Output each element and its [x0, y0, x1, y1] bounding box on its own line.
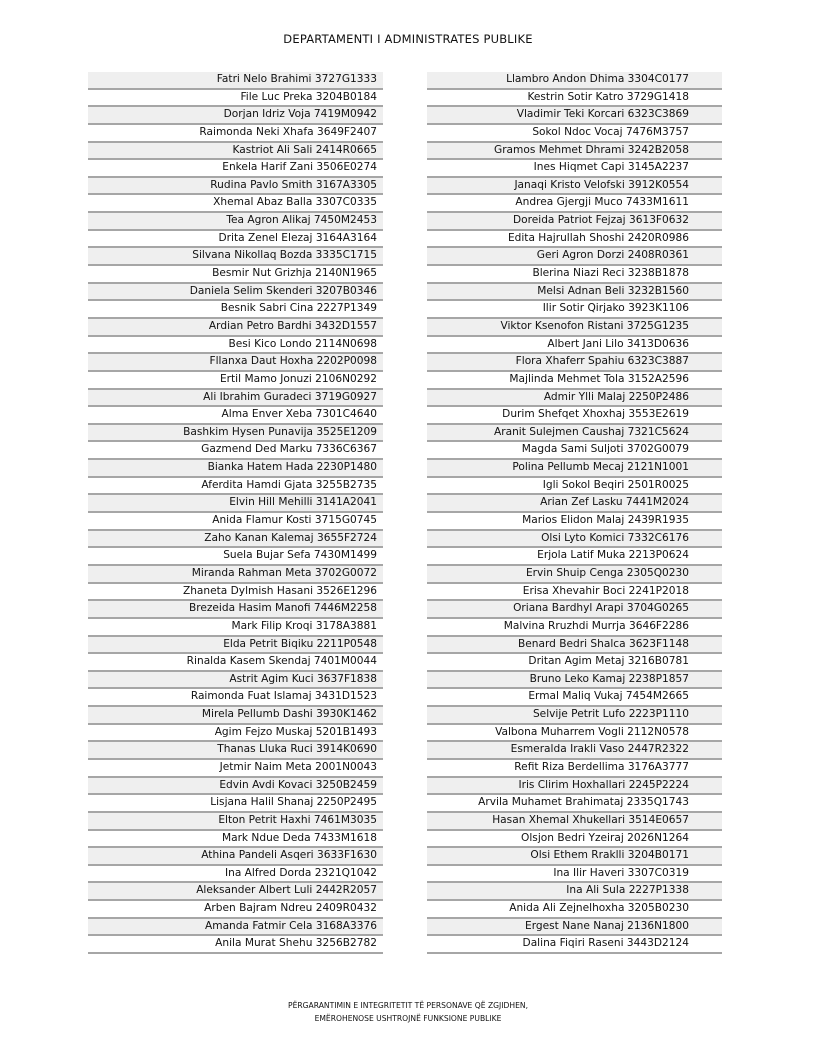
list-row: Agim Fejzo Muskaj 5201B1493 — [88, 725, 383, 743]
list-row: Blerina Niazi Reci 3238B1878 — [427, 266, 722, 284]
list-row: Thanas Lluka Ruci 3914K0690 — [88, 742, 383, 760]
list-row: Raimonda Neki Xhafa 3649F2407 — [88, 125, 383, 143]
list-row: Polina Pellumb Mecaj 2121N1001 — [427, 460, 722, 478]
list-row: Elvin Hill Mehilli 3141A2041 — [88, 495, 383, 513]
left-name-list — [88, 72, 383, 954]
list-row: Ilir Sotir Qirjako 3923K1106 — [427, 301, 722, 319]
list-row: Dalina Fiqiri Raseni 3443D2124 — [427, 936, 722, 954]
list-row: Brezeida Hasim Manofi 7446M2258 — [88, 601, 383, 619]
list-row: Besnik Sabri Cina 2227P1349 — [88, 301, 383, 319]
list-row: Janaqi Kristo Velofski 3912K0554 — [427, 178, 722, 196]
list-row: Besmir Nut Grizhja 2140N1965 — [88, 266, 383, 284]
list-row: Benard Bedri Shalca 3623F1148 — [427, 637, 722, 655]
list-row: Ali Ibrahim Guradeci 3719G0927 — [88, 390, 383, 408]
list-row: Alma Enver Xeba 7301C4640 — [88, 407, 383, 425]
list-row: Elda Petrit Biqiku 2211P0548 — [88, 637, 383, 655]
list-row: Edvin Avdi Kovaci 3250B2459 — [88, 778, 383, 796]
list-row: Suela Bujar Sefa 7430M1499 — [88, 548, 383, 566]
list-row: Olsjon Bedri Yzeiraj 2026N1264 — [427, 831, 722, 849]
list-row: Ines Hiqmet Capi 3145A2237 — [427, 160, 722, 178]
right-name-list — [427, 72, 722, 954]
list-row: Andrea Gjergji Muco 7433M1611 — [427, 195, 722, 213]
list-row: Kastriot Ali Sali 2414R0665 — [88, 143, 383, 161]
list-row: Viktor Ksenofon Ristani 3725G1235 — [427, 319, 722, 337]
list-row: Fllanxa Daut Hoxha 2202P0098 — [88, 354, 383, 372]
list-row: Melsi Adnan Beli 3232B1560 — [427, 284, 722, 302]
list-row: Miranda Rahman Meta 3702G0072 — [88, 566, 383, 584]
list-row: Arben Bajram Ndreu 2409R0432 — [88, 901, 383, 919]
list-row: Olsi Lyto Komici 7332C6176 — [427, 531, 722, 549]
list-row: Bruno Leko Kamaj 2238P1857 — [427, 672, 722, 690]
list-row: Admir Ylli Malaj 2250P2486 — [427, 390, 722, 408]
list-row: Ervin Shuip Cenga 2305Q0230 — [427, 566, 722, 584]
list-row: Bashkim Hysen Punavija 3525E1209 — [88, 425, 383, 443]
list-row: Enkela Harif Zani 3506E0274 — [88, 160, 383, 178]
list-row: Mark Ndue Deda 7433M1618 — [88, 831, 383, 849]
list-row: Ardian Petro Bardhi 3432D1557 — [88, 319, 383, 337]
page-title: DEPARTAMENTI I ADMINISTRATES PUBLIKE — [283, 32, 533, 46]
list-row: Ergest Nane Nanaj 2136N1800 — [427, 919, 722, 937]
list-row: Olsi Ethem Rraklli 3204B0171 — [427, 848, 722, 866]
list-row: Magda Sami Suljoti 3702G0079 — [427, 442, 722, 460]
list-row: Silvana Nikollaq Bozda 3335C1715 — [88, 248, 383, 266]
list-row: Doreida Patriot Fejzaj 3613F0632 — [427, 213, 722, 231]
list-row: Anila Murat Shehu 3256B2782 — [88, 936, 383, 954]
list-row: Arvila Muhamet Brahimataj 2335Q1743 — [427, 795, 722, 813]
list-row: File Luc Preka 3204B0184 — [88, 90, 383, 108]
list-row: Erisa Xhevahir Boci 2241P2018 — [427, 584, 722, 602]
list-row: Albert Jani Lilo 3413D0636 — [427, 337, 722, 355]
list-row: Aleksander Albert Luli 2442R2057 — [88, 883, 383, 901]
list-row: Raimonda Fuat Islamaj 3431D1523 — [88, 689, 383, 707]
list-row: Llambro Andon Dhima 3304C0177 — [427, 72, 722, 90]
list-row: Rinalda Kasem Skendaj 7401M0044 — [88, 654, 383, 672]
list-row: Edita Hajrullah Shoshi 2420R0986 — [427, 231, 722, 249]
list-row: Bianka Hatem Hada 2230P1480 — [88, 460, 383, 478]
footer-line-1: PËRGARANTIMIN E INTEGRITETIT TË PERSONAVE QË ZGJIDHEN, — [288, 1001, 528, 1010]
list-row: Valbona Muharrem Vogli 2112N0578 — [427, 725, 722, 743]
list-row: Zhaneta Dylmish Hasani 3526E1296 — [88, 584, 383, 602]
list-row: Anida Flamur Kosti 3715G0745 — [88, 513, 383, 531]
list-row: Refit Riza Berdellima 3176A3777 — [427, 760, 722, 778]
list-row: Daniela Selim Skenderi 3207B0346 — [88, 284, 383, 302]
list-row: Selvije Petrit Lufo 2223P1110 — [427, 707, 722, 725]
list-row: Rudina Pavlo Smith 3167A3305 — [88, 178, 383, 196]
footer-line-2: EMËROHENOSE USHTROJNË FUNKSIONE PUBLIKE — [314, 1014, 502, 1023]
list-row: Aferdita Hamdi Gjata 3255B2735 — [88, 478, 383, 496]
list-row: Hasan Xhemal Xhukellari 3514E0657 — [427, 813, 722, 831]
list-row: Flora Xhaferr Spahiu 6323C3887 — [427, 354, 722, 372]
footer — [0, 999, 816, 1025]
list-row: Iris Clirim Hoxhallari 2245P2224 — [427, 778, 722, 796]
list-row: Zaho Kanan Kalemaj 3655F2724 — [88, 531, 383, 549]
list-row: Besi Kico Londo 2114N0698 — [88, 337, 383, 355]
list-row: Mirela Pellumb Dashi 3930K1462 — [88, 707, 383, 725]
list-row: Arian Zef Lasku 7441M2024 — [427, 495, 722, 513]
list-row: Erjola Latif Muka 2213P0624 — [427, 548, 722, 566]
list-row: Jetmir Naim Meta 2001N0043 — [88, 760, 383, 778]
list-row: Ertil Mamo Jonuzi 2106N0292 — [88, 372, 383, 390]
list-row: Dritan Agim Metaj 3216B0781 — [427, 654, 722, 672]
list-row: Elton Petrit Haxhi 7461M3035 — [88, 813, 383, 831]
list-row: Aranit Sulejmen Caushaj 7321C5624 — [427, 425, 722, 443]
list-row: Amanda Fatmir Cela 3168A3376 — [88, 919, 383, 937]
list-row: Marios Elidon Malaj 2439R1935 — [427, 513, 722, 531]
list-row: Durim Shefqet Xhoxhaj 3553E2619 — [427, 407, 722, 425]
list-row: Anida Ali Zejnelhoxha 3205B0230 — [427, 901, 722, 919]
list-row: Athina Pandeli Asqeri 3633F1630 — [88, 848, 383, 866]
list-row: Drita Zenel Elezaj 3164A3164 — [88, 231, 383, 249]
list-row: Ina Alfred Dorda 2321Q1042 — [88, 866, 383, 884]
list-row: Igli Sokol Beqiri 2501R0025 — [427, 478, 722, 496]
list-row: Vladimir Teki Korcari 6323C3869 — [427, 107, 722, 125]
list-row: Kestrin Sotir Katro 3729G1418 — [427, 90, 722, 108]
list-row: Tea Agron Alikaj 7450M2453 — [88, 213, 383, 231]
list-row: Dorjan Idriz Voja 7419M0942 — [88, 107, 383, 125]
list-row: Majlinda Mehmet Tola 3152A2596 — [427, 372, 722, 390]
list-row: Ina Ali Sula 2227P1338 — [427, 883, 722, 901]
list-row: Oriana Bardhyl Arapi 3704G0265 — [427, 601, 722, 619]
list-row: Gazmend Ded Marku 7336C6367 — [88, 442, 383, 460]
list-row: Fatri Nelo Brahimi 3727G1333 — [88, 72, 383, 90]
list-row: Astrit Agim Kuci 3637F1838 — [88, 672, 383, 690]
list-row: Xhemal Abaz Balla 3307C0335 — [88, 195, 383, 213]
list-row: Esmeralda Irakli Vaso 2447R2322 — [427, 742, 722, 760]
list-row: Lisjana Halil Shanaj 2250P2495 — [88, 795, 383, 813]
list-row: Ina Ilir Haveri 3307C0319 — [427, 866, 722, 884]
list-row: Malvina Rruzhdi Murrja 3646F2286 — [427, 619, 722, 637]
list-row: Mark Filip Kroqi 3178A3881 — [88, 619, 383, 637]
list-row: Gramos Mehmet Dhrami 3242B2058 — [427, 143, 722, 161]
list-row: Ermal Maliq Vukaj 7454M2665 — [427, 689, 722, 707]
list-row: Sokol Ndoc Vocaj 7476M3757 — [427, 125, 722, 143]
list-row: Geri Agron Dorzi 2408R0361 — [427, 248, 722, 266]
